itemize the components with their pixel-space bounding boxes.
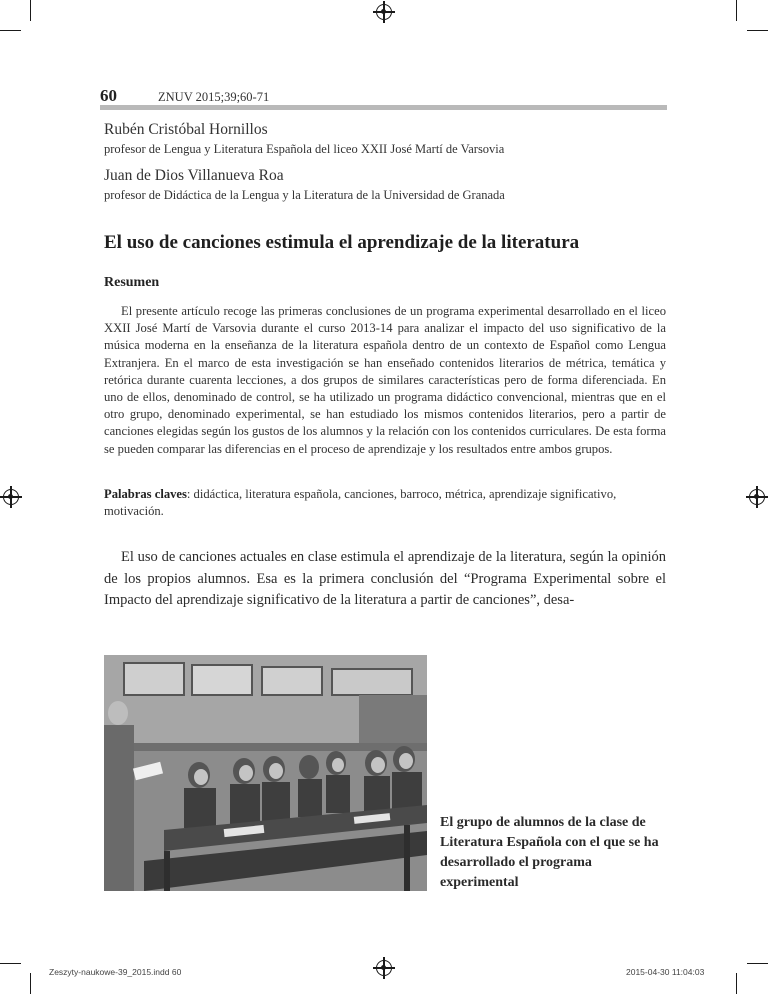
crop-mark — [747, 30, 768, 31]
author-name: Rubén Cristóbal Hornillos — [104, 121, 268, 138]
print-slug-file: Zeszyty-naukowe-39_2015.indd 60 — [49, 967, 182, 977]
registration-mark-icon — [376, 960, 392, 976]
author-affiliation: profesor de Lengua y Literatura Española del liceo XXII José Martí de Varsovia — [104, 142, 505, 156]
crop-mark — [0, 963, 21, 964]
keywords-label: Palabras claves — [104, 487, 187, 501]
author-name: Juan de Dios Villanueva Roa — [104, 167, 284, 184]
crop-mark — [30, 973, 31, 994]
header-rule — [100, 105, 667, 110]
classroom-photo-illustration — [104, 655, 427, 891]
photo-caption: El grupo de alumnos de la clase de Literatura Española con el que se ha desarrollado el programa experimental — [440, 815, 659, 890]
registration-mark-icon — [3, 489, 19, 505]
journal-citation: ZNUV 2015;39;60-71 — [158, 90, 270, 104]
author-affiliation: profesor de Didáctica de la Lengua y la Literatura de la Universidad de Granada — [104, 188, 505, 202]
keywords-list: : didáctica, literatura española, canciones, barroco, métrica, aprendizaje significativo, motivación. — [104, 487, 617, 519]
registration-mark-icon — [749, 489, 765, 505]
article-title: El uso de canciones estimula el aprendizaje de la literatura — [104, 232, 580, 253]
crop-mark — [747, 963, 768, 964]
abstract-heading: Resumen — [104, 275, 160, 290]
crop-mark — [30, 0, 31, 21]
body-paragraph: El uso de canciones actuales en clase estimula el aprendizaje de la literatura, según la opinión de los propios alumnos. Esa es la primera conclusión del “Programa Experimental sobre el Impacto del aprendizaje significativo de la literatura a partir de canciones”, desa- — [104, 549, 666, 608]
abstract-text: El presente artículo recoge las primeras conclusiones de un programa experimental desarrollado en el liceo XXII José Martí de Varsovia durante el curso 2013-14 para analizar el impacto del uso significativo de la música moderna en la enseñanza de la literatura española dentro de un contexto de Español como Lengua Extranjera. En el marco de esta investigación se han enseñado contenidos literarios de métrica, temática y retórica durante cuarenta lecciones, a dos grupos de similares características pero de forma diferenciada. En uno de ellos, denominado de control, se ha utilizado un programa didáctico convencional, mientras que en el otro grupo, denominado experimental, se han estudiado los mismos contenidos literarios, pero a partir de canciones elegidas según los gustos de los alumnos y la relación con los contenidos curriculares. De esta forma se pueden comparar las diferencias en el proceso de aprendizaje y los resultados entre ambos grupos. — [104, 304, 666, 456]
keywords — [104, 486, 666, 520]
crop-mark — [0, 30, 21, 31]
crop-mark — [736, 0, 737, 21]
classroom-photo — [104, 655, 427, 891]
print-slug-timestamp: 2015-04-30 11:04:03 — [626, 967, 705, 977]
registration-mark-icon — [376, 4, 392, 20]
page-number: 60 — [100, 86, 117, 105]
crop-mark — [736, 973, 737, 994]
